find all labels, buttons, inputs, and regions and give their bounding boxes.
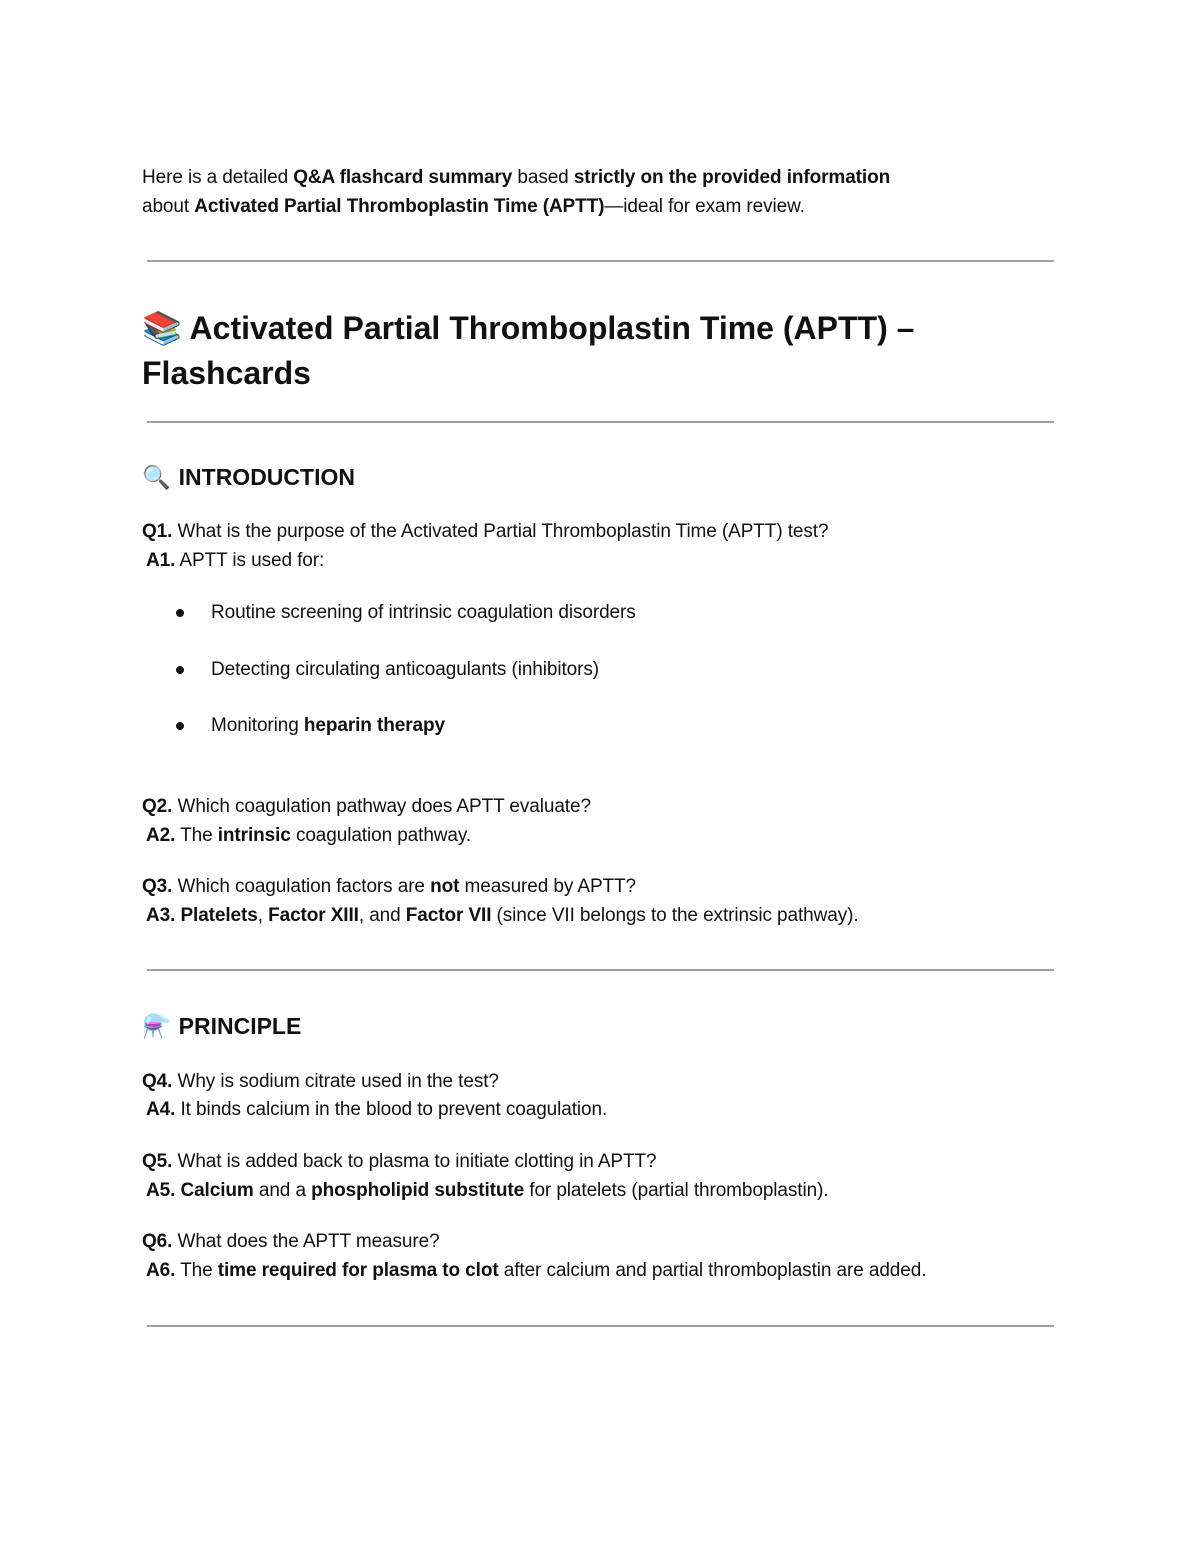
title-line-1 xyxy=(142,306,1042,351)
answer-text: (since VII belongs to the extrinsic pathway). xyxy=(491,905,859,926)
q4-answer xyxy=(146,1095,607,1124)
answer-text: coagulation pathway. xyxy=(290,825,472,846)
q5-answer xyxy=(146,1176,828,1205)
list-item-text: Detecting circulating anticoagulants (inhibitors) xyxy=(211,659,599,680)
question-label: Q5. xyxy=(142,1151,173,1172)
list-item xyxy=(176,655,599,684)
question-text: Which coagulation pathway does APTT evaluate? xyxy=(172,796,591,817)
intro-bold: Activated Partial Thromboplastin Time (APTT) xyxy=(194,196,605,217)
intro-text: based xyxy=(512,167,574,188)
question-bold: not xyxy=(430,876,460,897)
answer-text: , xyxy=(257,905,269,926)
q1-question xyxy=(142,517,828,546)
answer-bold: Platelets xyxy=(180,905,258,926)
intro-text: about xyxy=(142,196,195,217)
answer-label: A3. xyxy=(146,905,176,926)
answer-label: A4. xyxy=(146,1099,176,1120)
q6-answer xyxy=(146,1256,926,1285)
title-text: Activated Partial Thromboplastin Time (APTT) – xyxy=(189,310,915,346)
answer-text: and a xyxy=(253,1180,312,1201)
list-item xyxy=(176,598,636,627)
divider xyxy=(147,969,1054,971)
question-label: Q1. xyxy=(142,521,173,542)
question-text: Why is sodium citrate used in the test? xyxy=(172,1071,499,1092)
answer-text: after calcium and partial thromboplastin are added. xyxy=(498,1260,927,1281)
q3-answer xyxy=(146,901,859,930)
q6-question xyxy=(142,1227,440,1256)
answer-text: The xyxy=(175,1260,218,1281)
intro-bold: strictly on the provided information xyxy=(573,167,891,188)
page-title xyxy=(142,306,1042,396)
q2-question xyxy=(142,792,591,821)
list-item-text: Routine screening of intrinsic coagulation disorders xyxy=(211,602,636,623)
bullet-icon xyxy=(176,666,184,674)
q4-question xyxy=(142,1067,499,1096)
q1-answer xyxy=(146,546,324,575)
alembic-icon: ⚗️ xyxy=(142,1013,171,1039)
list-item-text-plain: Monitoring xyxy=(211,715,304,736)
answer-bold: time required for plasma to clot xyxy=(217,1260,499,1281)
question-label: Q4. xyxy=(142,1071,173,1092)
question-label: Q2. xyxy=(142,796,173,817)
intro-line-1 xyxy=(142,163,1062,192)
answer-text: It binds calcium in the blood to prevent coagulation. xyxy=(175,1099,608,1120)
answer-text: APTT is used for: xyxy=(175,550,325,571)
magnifier-icon: 🔍 xyxy=(142,464,171,490)
bullet-icon xyxy=(176,609,184,617)
section-heading-principle xyxy=(142,1011,301,1041)
q2-answer xyxy=(146,821,471,850)
books-icon: 📚 xyxy=(142,310,182,346)
intro-bold: Q&A flashcard summary xyxy=(293,167,513,188)
answer-label: A5. xyxy=(146,1180,176,1201)
answer-bold: phospholipid substitute xyxy=(311,1180,525,1201)
question-text: What is the purpose of the Activated Partial Thromboplastin Time (APTT) test? xyxy=(172,521,829,542)
answer-label: A1. xyxy=(146,550,176,571)
section-heading-introduction xyxy=(142,462,355,492)
divider xyxy=(147,1325,1054,1327)
intro-text: —ideal for exam review. xyxy=(604,196,805,217)
answer-bold: Calcium xyxy=(180,1180,254,1201)
list-item-text-bold: heparin therapy xyxy=(303,715,445,736)
question-text: What is added back to plasma to initiate clotting in APTT? xyxy=(172,1151,657,1172)
title-line-2: Flashcards xyxy=(142,355,311,391)
divider xyxy=(147,260,1054,262)
question-text: Which coagulation factors are xyxy=(172,876,431,897)
divider xyxy=(147,421,1054,423)
section-heading-text: PRINCIPLE xyxy=(178,1013,302,1039)
answer-bold: Factor XIII xyxy=(268,905,359,926)
intro-paragraph xyxy=(142,163,1062,221)
list-item-text xyxy=(211,711,445,740)
list-item xyxy=(176,711,445,740)
bullet-icon xyxy=(176,722,184,730)
answer-label: A2. xyxy=(146,825,176,846)
answer-text: The xyxy=(175,825,218,846)
section-heading-text: INTRODUCTION xyxy=(178,464,355,490)
answer-label: A6. xyxy=(146,1260,176,1281)
question-label: Q3. xyxy=(142,876,173,897)
q3-question xyxy=(142,872,636,901)
answer-bold: Factor VII xyxy=(405,905,492,926)
answer-text: , and xyxy=(358,905,406,926)
question-text: measured by APTT? xyxy=(459,876,637,897)
intro-line-2 xyxy=(142,192,1062,221)
q5-question xyxy=(142,1147,656,1176)
answer-bold: intrinsic xyxy=(217,825,291,846)
intro-text: Here is a detailed xyxy=(142,167,294,188)
question-text: What does the APTT measure? xyxy=(172,1231,440,1252)
question-label: Q6. xyxy=(142,1231,173,1252)
answer-text: for platelets (partial thromboplastin). xyxy=(524,1180,829,1201)
